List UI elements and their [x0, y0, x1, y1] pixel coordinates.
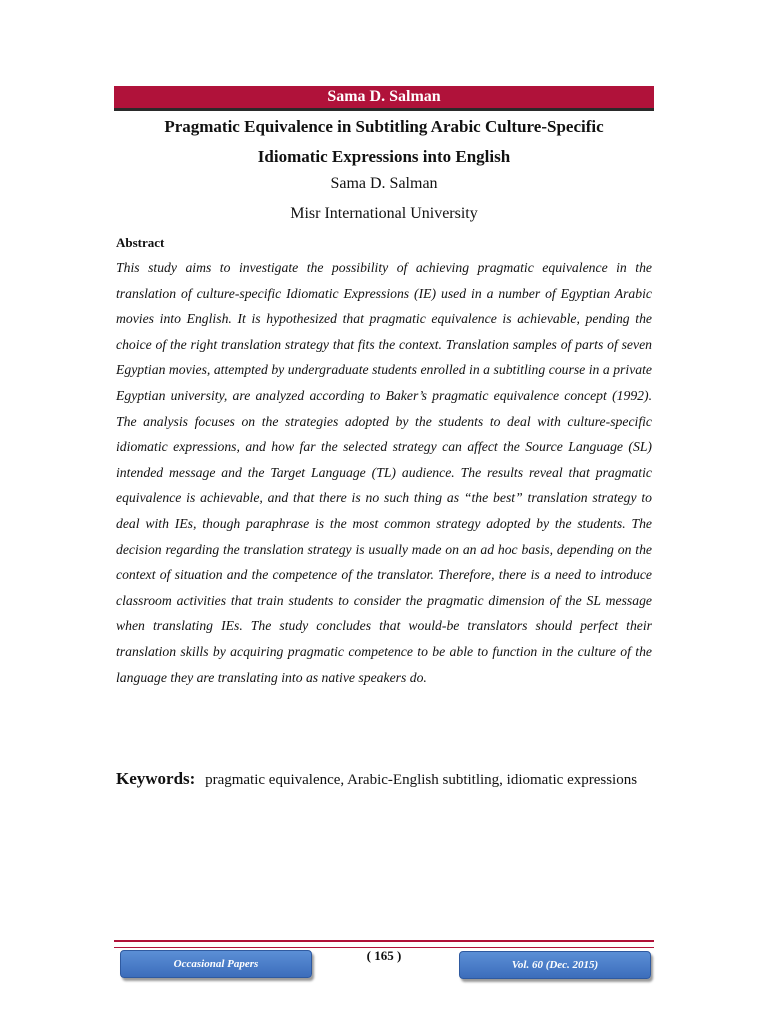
author-affiliation: Misr International University [290, 205, 478, 222]
page-number: ( 165 ) [366, 948, 402, 963]
keywords-text: pragmatic equivalence, Arabic-English subtitling, idiomatic expressions [205, 772, 638, 788]
title-line-1: Pragmatic Equivalence in Subtitling Arabic Culture-Specific [164, 117, 604, 136]
title-line-2: Idiomatic Expressions into English [257, 147, 511, 166]
running-header: Sama D. Salman [114, 86, 654, 111]
abstract-body: This study aims to investigate the possibility of achieving pragmatic equivalence in the translation of culture-specific Idiomatic Expressions (IE) used in a number of Egyptian Arabic movies into English. It is hypothesized that pragmatic equivalence is achievable, pending the choice of the right translation strategy that fits the context. Translation samples of parts of seven Egyptian movies, attempted by undergraduate students enrolled in a subtitling course in a private Egyptian university, are analyzed according to Baker’s pragmatic equivalence concept (1992). The analysis focuses on the strategies adopted by the students to deal with culture-specific idiomatic expressions, and how far the selected strategy can affect the Source Language (SL) intended message and the Target Language (TL) audience. The results reveal that pragmatic equivalence is achievable, and that there is no such thing as “the best” translation strategy to deal with IEs, though paraphrase is the most common strategy adopted by the students. The decision regarding the translation strategy is usually made on an ad hoc basis, depending on the context of situation and the competence of the translator. Therefore, there is a need to introduce classroom activities that train students to consider the pragmatic dimension of the SL message when translating IEs. The study concludes that would-be translators should perfect their translation skills by acquiring pragmatic competence to be able to function in the culture of the language they are translating into as native speakers do. [116, 260, 652, 685]
journal-name-badge: Occasional Papers [120, 950, 312, 978]
abstract-heading: Abstract [116, 235, 165, 250]
keywords-section [116, 764, 652, 795]
keywords-label: Keywords: [116, 769, 196, 788]
paper-title [114, 112, 654, 172]
author-name: Sama D. Salman [330, 175, 438, 192]
volume-badge: Vol. 60 (Dec. 2015) [459, 951, 651, 979]
footer-divider [114, 940, 654, 948]
